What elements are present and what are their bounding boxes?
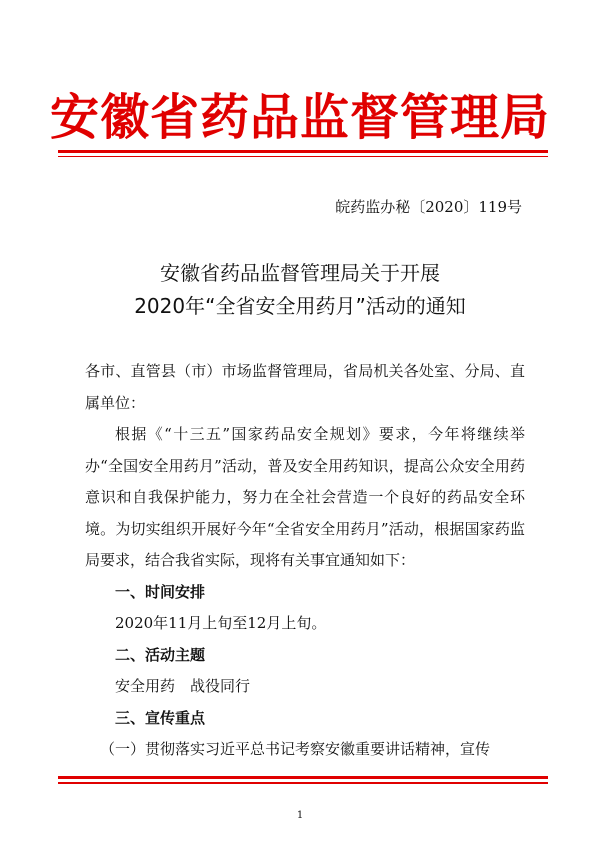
- section-3-heading: 三、宣传重点: [115, 708, 206, 727]
- salutation: 各市、直管县（市）市场监督管理局，省局机关各处室、分局、直属单位：: [85, 362, 525, 412]
- header-red-rule-thick: [58, 150, 548, 153]
- document-title-line-2: 2020年“全省安全用药月”活动的通知: [134, 294, 466, 318]
- organization-header-title: 安徽省药品监督管理局: [49, 88, 550, 146]
- intro-paragraph: 根据《“十三五”国家药品安全规划》要求，今年将继续举办“全国安全用药月”活动，普及安全用药知识，提高公众安全用药意识和自我保护能力，努力在全社会营造一个良好的药品安全环境。为切实组织开展好今年“全省安全用药月”活动，根据国家药监局要求，结合我省实际，现将有关事宜通知如下：: [85, 425, 525, 569]
- section-1-text: 2020年11月上旬至12月上旬。: [115, 614, 327, 632]
- section-2-heading: 二、活动主题: [115, 645, 206, 664]
- footer-red-rule-thick: [58, 776, 548, 779]
- page-number: 1: [296, 810, 304, 821]
- section-1-heading: 一、时间安排: [115, 582, 206, 601]
- document-number: 皖药监办秘〔2020〕119号: [335, 198, 522, 216]
- document-body: [85, 356, 525, 766]
- document-title-line-1: 安徽省药品监督管理局关于开展: [160, 261, 440, 285]
- section-2-text: 安全用药 战役同行: [115, 677, 251, 695]
- footer-red-rule-thin: [58, 782, 548, 784]
- section-3-item-1: （一）贯彻落实习近平总书记考察安徽重要讲话精神，宣传: [100, 740, 491, 758]
- header-red-rule-thin: [58, 156, 548, 157]
